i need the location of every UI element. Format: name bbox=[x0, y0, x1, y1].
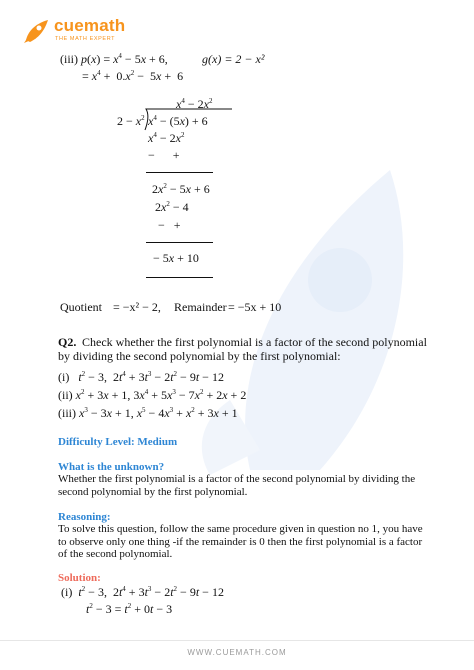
division-step3: $2x^2 - 4$ bbox=[155, 200, 189, 214]
division-dividend: $x^4 - (5x) + 6$ bbox=[148, 114, 208, 128]
difficulty-level: Difficulty Level: Medium bbox=[58, 436, 178, 448]
solution-line2: $t^2 - 3 = t^2 + 0t - 3$ bbox=[86, 602, 173, 616]
unknown-heading: What is the unknown? bbox=[58, 461, 165, 473]
division-divisor: $2 - x^2$ bbox=[117, 114, 145, 128]
reasoning-text: To solve this question, follow the same procedure given in question no 1, you have to observe only one thing -if the remainder is 0 then the first polynomial is a factor of the second polynomial. bbox=[58, 523, 423, 560]
q2-item-3: (iii) $x^3 - 3x + 1$, $x^5 - 4x^3 + x^2 + 3x + 1$ bbox=[58, 406, 238, 420]
q2-text: Check whether the first polynomial is a factor of the second polynomial by dividing the second polynomial by the first polynomial: bbox=[58, 335, 427, 363]
remainder-value: = −5x + 10 bbox=[228, 300, 282, 314]
solution-line1: (i) $t^2 - 3$, $2t^4 + 3t^3 - 2t^2 - 9t - 12$ bbox=[61, 585, 224, 599]
g-of-x: g(x) = 2 − x² bbox=[202, 52, 265, 66]
division-quotient: $x^4 - 2x^2$ bbox=[176, 97, 213, 111]
solution-heading: Solution: bbox=[58, 572, 101, 584]
quotient-label: Quotient bbox=[60, 300, 102, 314]
division-signs2: − + bbox=[158, 218, 181, 232]
rocket-logo-icon bbox=[22, 18, 50, 44]
brand-name: cuemath bbox=[54, 16, 126, 35]
q2-item-2: (ii) $x^2 + 3x + 1$, $3x^4 + 5x^3 - 7x^2 + 2x + 2$ bbox=[58, 388, 247, 402]
q2-number: Q2. bbox=[58, 335, 77, 349]
footer-divider bbox=[0, 640, 474, 641]
division-signs1: − + bbox=[148, 148, 180, 162]
quotient-value: = −x² − 2, bbox=[113, 300, 161, 314]
division-rule2 bbox=[146, 242, 213, 243]
reasoning-heading: Reasoning: bbox=[58, 511, 111, 523]
footer-url[interactable]: WWW.CUEMATH.COM bbox=[187, 648, 287, 657]
division-rule1 bbox=[146, 172, 213, 173]
part-iii-line2: = $x^4 + 0.x^2 - 5x + 6$ bbox=[82, 69, 184, 83]
division-step4: − 5x + 10 bbox=[153, 251, 199, 265]
division-step1: $x^4 - 2x^2$ bbox=[148, 131, 185, 145]
division-rule3 bbox=[146, 277, 213, 278]
remainder-label: Remainder bbox=[174, 300, 227, 314]
brand-tagline: THE MATH EXPERT bbox=[55, 36, 116, 42]
q2-item-1: (i) $t^2 - 3$, $2t^4 + 3t^3 - 2t^2 - 9t - 12$ bbox=[58, 370, 224, 384]
unknown-text: Whether the first polynomial is a factor of the second polynomial by dividing the second polynomial by the first polynomial. bbox=[58, 473, 416, 498]
rocket-watermark bbox=[190, 150, 460, 480]
division-step2: $2x^2 - 5x + 6$ bbox=[152, 182, 210, 196]
part-iii-line1: (iii) $p(x) = x^4 - 5x + 6$, bbox=[60, 52, 168, 66]
